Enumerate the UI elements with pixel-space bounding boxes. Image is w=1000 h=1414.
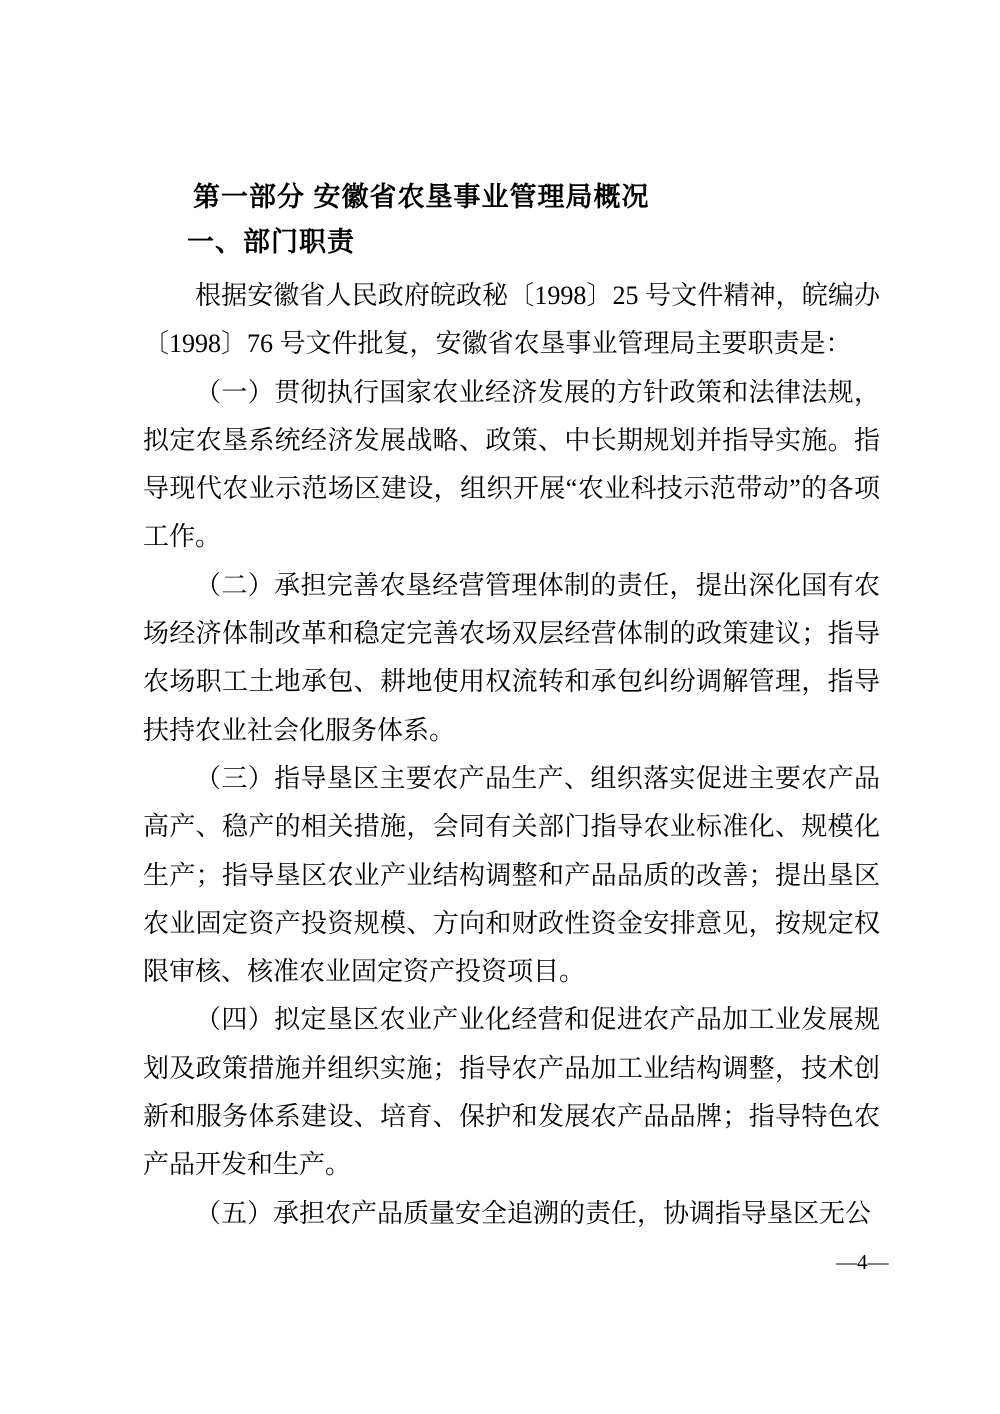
paragraph-duty-4: （四）拟定垦区农业产业化经营和促进农产品加工业发展规划及政策措施并组织实施；指导农产品加工业结构调整，技术创新和服务体系建设、培育、保护和发展农产品品牌；指导特色农产品开发和生产。 <box>143 1005 880 1180</box>
section-heading: 第一部分 安徽省农垦事业管理局概况 <box>193 182 650 212</box>
paragraph-duty-1: （一）贯彻执行国家农业经济发展的方针政策和法律法规，拟定农垦系统经济发展战略、政策、中长期规划并指导实施。指导现代农业示范场区建设，组织开展“农业科技示范带动”的各项工作。 <box>143 377 880 552</box>
subsection-heading: 一、部门职责 <box>187 227 355 257</box>
paragraph-duty-3: （三）指导垦区主要农产品生产、组织落实促进主要农产品高产、稳产的相关措施，会同有关部门指导农业标准化、规模化生产；指导垦区农业产业结构调整和产品品质的改善；提出垦区农业固定资产投资规模、方向和财政性资金安排意见，按规定权限审核、核准农业固定资产投资项目。 <box>143 763 880 987</box>
paragraph-intro: 根据安徽省人民政府皖政秘〔1998〕25 号文件精神，皖编办〔1998〕76 号文件批复，安徽省农垦事业管理局主要职责是： <box>143 281 880 359</box>
paragraph-duty-5-truncated: （五）承担农产品质量安全追溯的责任，协调指导垦区无公 <box>195 1198 872 1228</box>
page-number: —4— <box>836 1250 889 1274</box>
document-body <box>143 175 880 1238</box>
paragraph-duty-2: （二）承担完善农垦经营管理体制的责任，提出深化国有农场经济体制改革和稳定完善农场双层经营体制的政策建议；指导农场职工土地承包、耕地使用权流转和承包纠纷调解管理，指导扶持农业社会化服务体系。 <box>143 570 880 745</box>
